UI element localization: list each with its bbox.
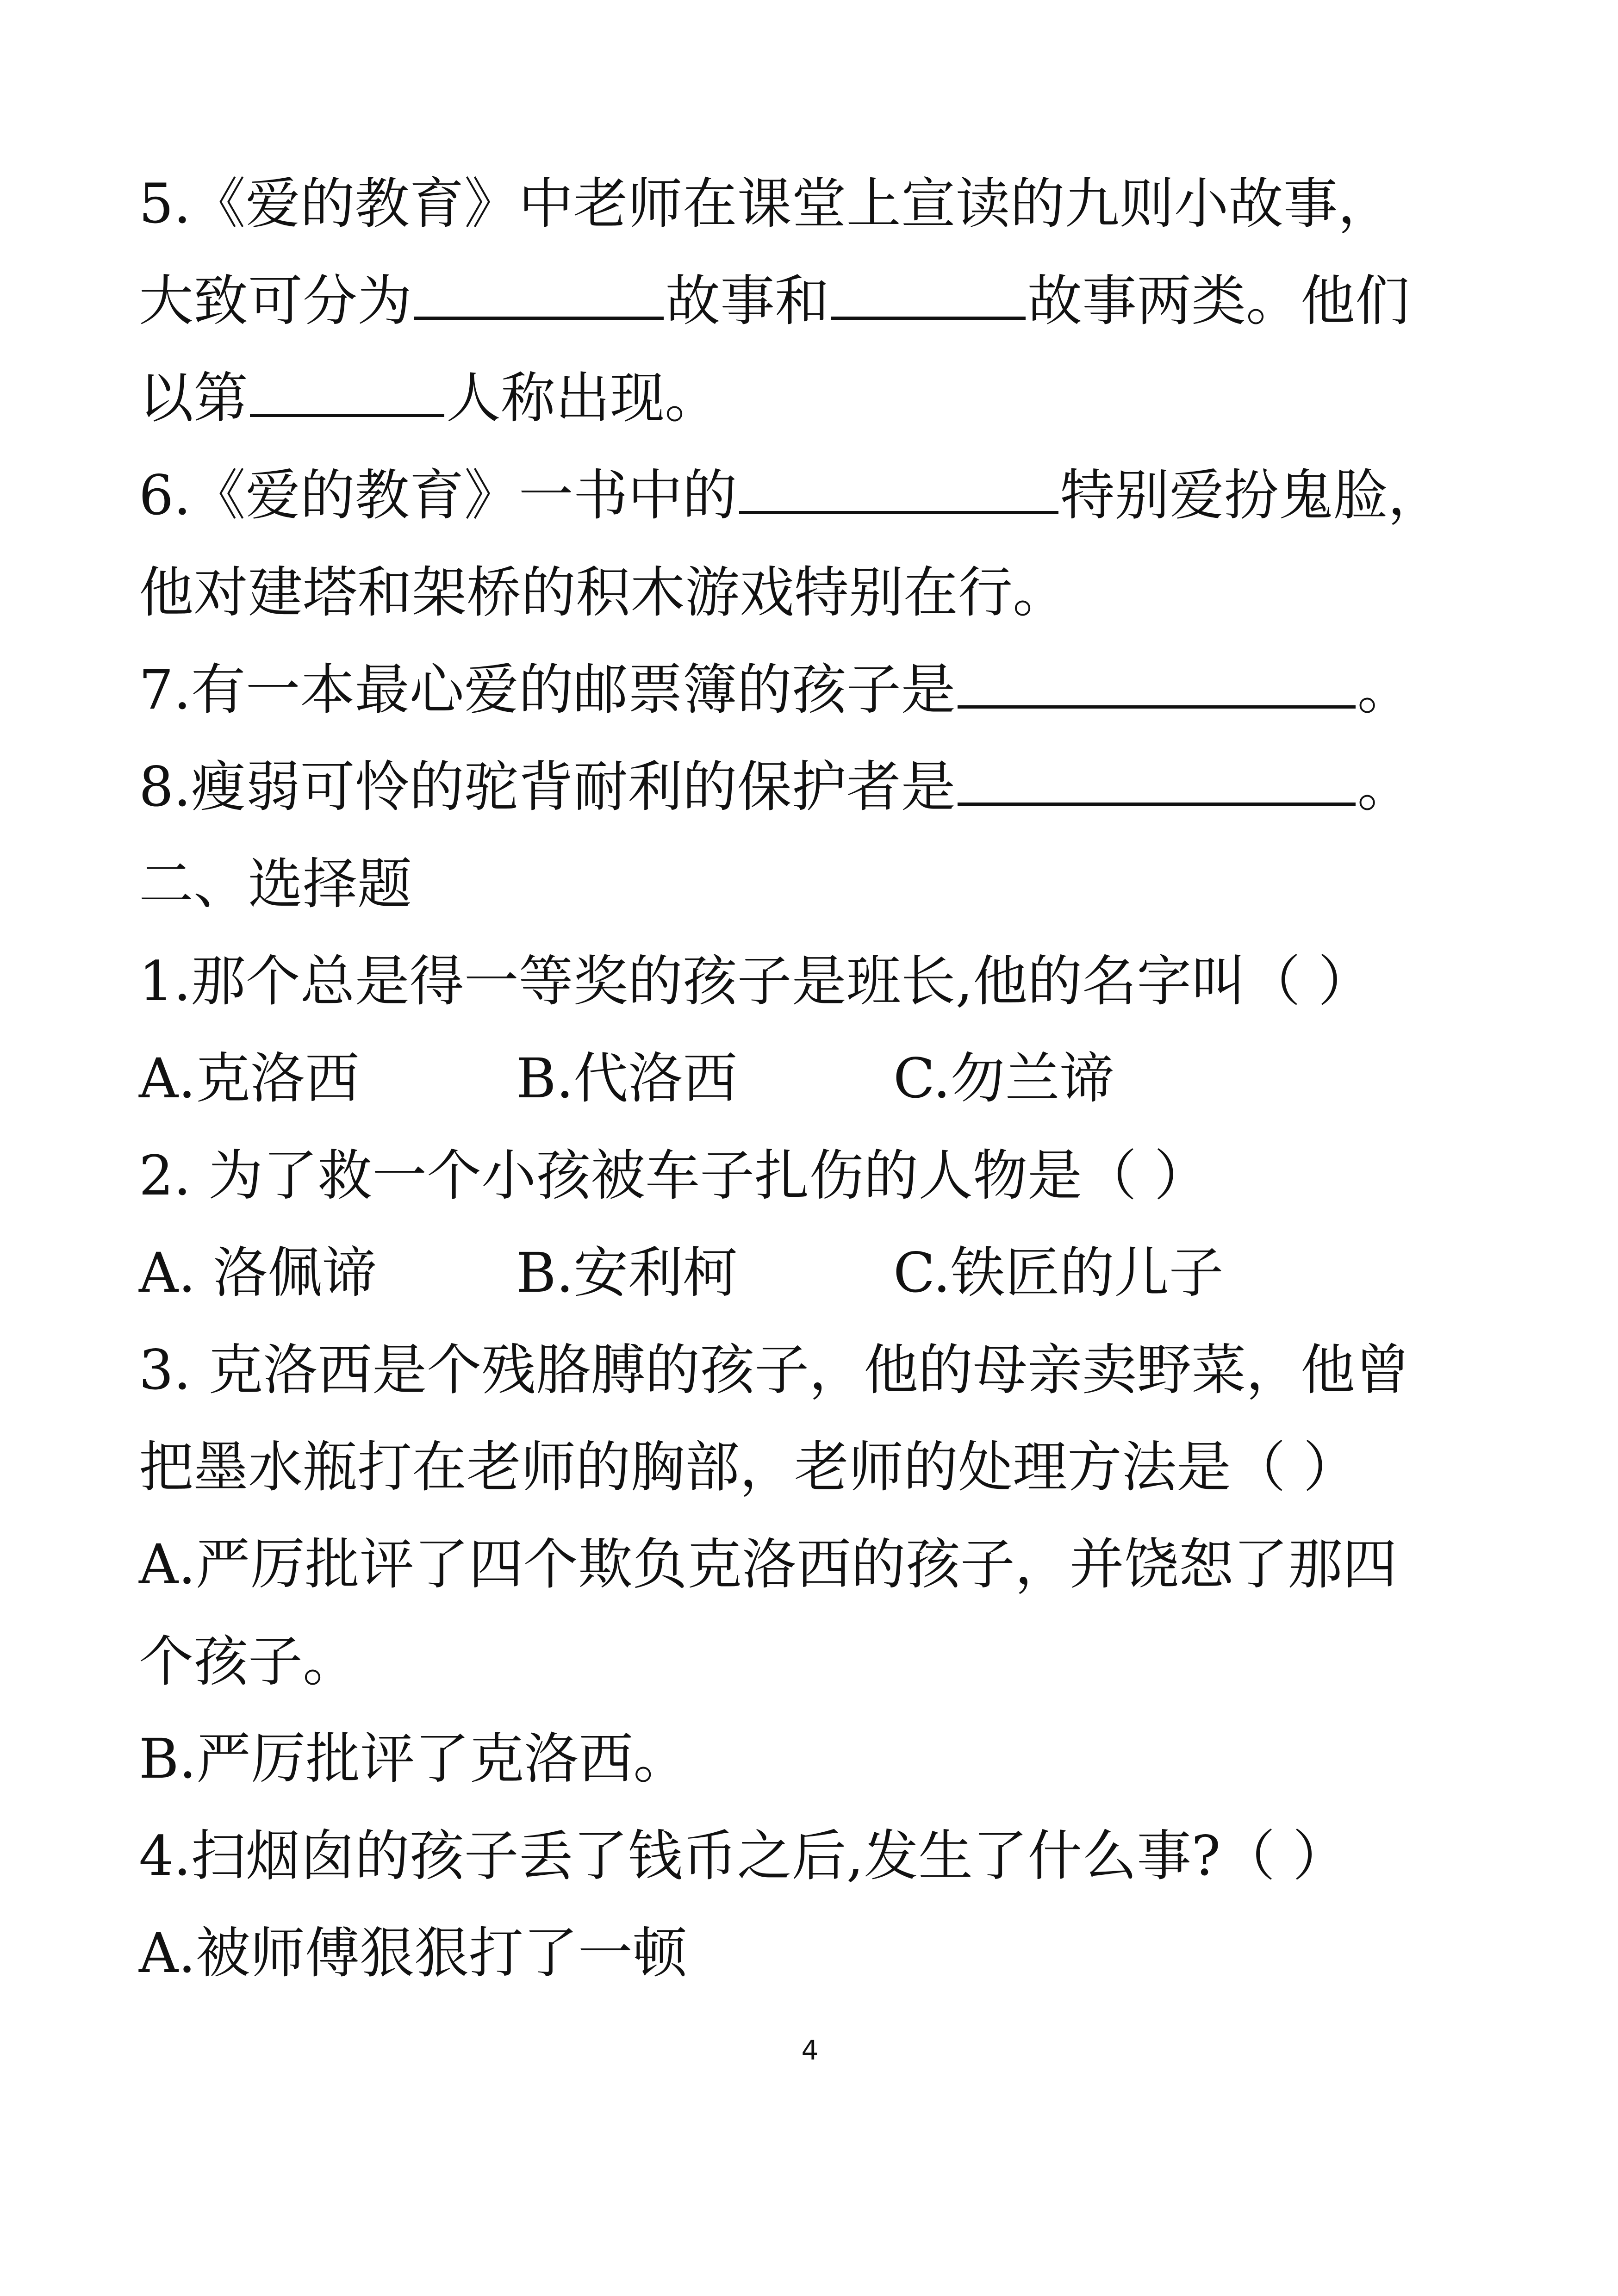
choice-q1-option-c[interactable] (893, 1046, 1114, 1111)
q5-text: 以第 (139, 366, 249, 430)
question-text: 1.那个总是得一等奖的孩子是班长,他的名字叫（ ） (139, 949, 1373, 1013)
option-text: A.克洛西 (139, 1046, 360, 1110)
option-text: C.铁匠的儿子 (893, 1241, 1224, 1305)
choice-q3-option-b[interactable] (139, 1726, 688, 1791)
choice-q4-option-a[interactable] (139, 1921, 687, 1985)
q5-text: 5.《爱的教育》中老师在课堂上宣读的九则小故事， (139, 172, 1393, 236)
q5-line2 (139, 268, 1410, 333)
option-text: B.代洛西 (516, 1046, 738, 1110)
choice-q3-stem-line1 (139, 1338, 1410, 1402)
option-text: A.严厉批评了四个欺负克洛西的孩子，并饶恕了那四 (139, 1532, 1397, 1596)
choice-q4-stem (139, 1823, 1347, 1888)
choice-q1-option-b[interactable] (516, 1046, 737, 1111)
choice-q2-option-c[interactable] (893, 1240, 1224, 1305)
choice-q2-stem (139, 1143, 1209, 1208)
q6-blank[interactable] (739, 465, 1058, 514)
option-text: A. 洛佩谛 (139, 1241, 377, 1305)
q6-text: 他对建塔和架桥的积木游戏特别在行。 (139, 560, 1068, 624)
q5-line3 (139, 366, 719, 430)
q5-blank-2[interactable] (831, 270, 1026, 320)
question-text: 3. 克洛西是个残胳膊的孩子，他的母亲卖野菜，他曾 (139, 1338, 1410, 1402)
q5-line1 (139, 171, 1393, 236)
option-text: A.被师傅狠狠打了一顿 (139, 1921, 687, 1985)
q5-text: 故事和 (666, 269, 830, 333)
q6-text: 特别爱扮鬼脸， (1060, 463, 1443, 527)
choice-q3-option-a-line2[interactable] (139, 1629, 357, 1694)
q7-text: 。 (1357, 658, 1412, 722)
choice-q2-option-b[interactable] (516, 1240, 737, 1305)
q5-text: 故事两类。他们 (1027, 269, 1410, 333)
q5-text: 大致可分为 (139, 269, 412, 333)
option-text: 个孩子。 (139, 1630, 358, 1693)
question-text: 4.扫烟囱的孩子丢了钱币之后,发生了什么事?（ ） (139, 1824, 1347, 1888)
question-text: 2. 为了救一个小孩被车子扎伤的人物是（ ） (139, 1144, 1209, 1207)
question-text: 把墨水瓶打在老师的胸部，老师的处理方法是（ ） (139, 1435, 1358, 1499)
section-title: 二、选择题 (139, 852, 412, 916)
q8-line (139, 754, 1412, 819)
q7-text: 7.有一本最心爱的邮票簿的孩子是 (139, 658, 956, 722)
section-heading (139, 852, 412, 916)
option-text: B.严厉批评了克洛西。 (139, 1727, 688, 1791)
option-text: C.勿兰谛 (893, 1046, 1114, 1110)
q8-blank[interactable] (958, 756, 1356, 806)
q5-blank-1[interactable] (414, 270, 664, 320)
page-number: 4 (801, 2035, 819, 2066)
q8-text: 。 (1357, 755, 1412, 819)
q5-blank-3[interactable] (250, 367, 444, 417)
choice-q3-stem-line2 (139, 1435, 1358, 1500)
q7-line (139, 657, 1412, 722)
q5-text: 人称出现。 (446, 366, 720, 430)
q6-text: 6.《爱的教育》一书中的 (139, 463, 737, 527)
option-text: B.安利柯 (516, 1241, 738, 1305)
choice-q2-option-a[interactable] (139, 1240, 377, 1305)
q6-line1 (139, 463, 1443, 528)
q6-line2 (139, 560, 1067, 625)
q7-blank[interactable] (958, 659, 1356, 709)
choice-q1-stem (139, 949, 1373, 1014)
choice-q3-option-a-line1[interactable] (139, 1532, 1397, 1597)
choice-q1-option-a[interactable] (139, 1046, 360, 1111)
q8-text: 8.瘦弱可怜的驼背耐利的保护者是 (139, 755, 956, 819)
